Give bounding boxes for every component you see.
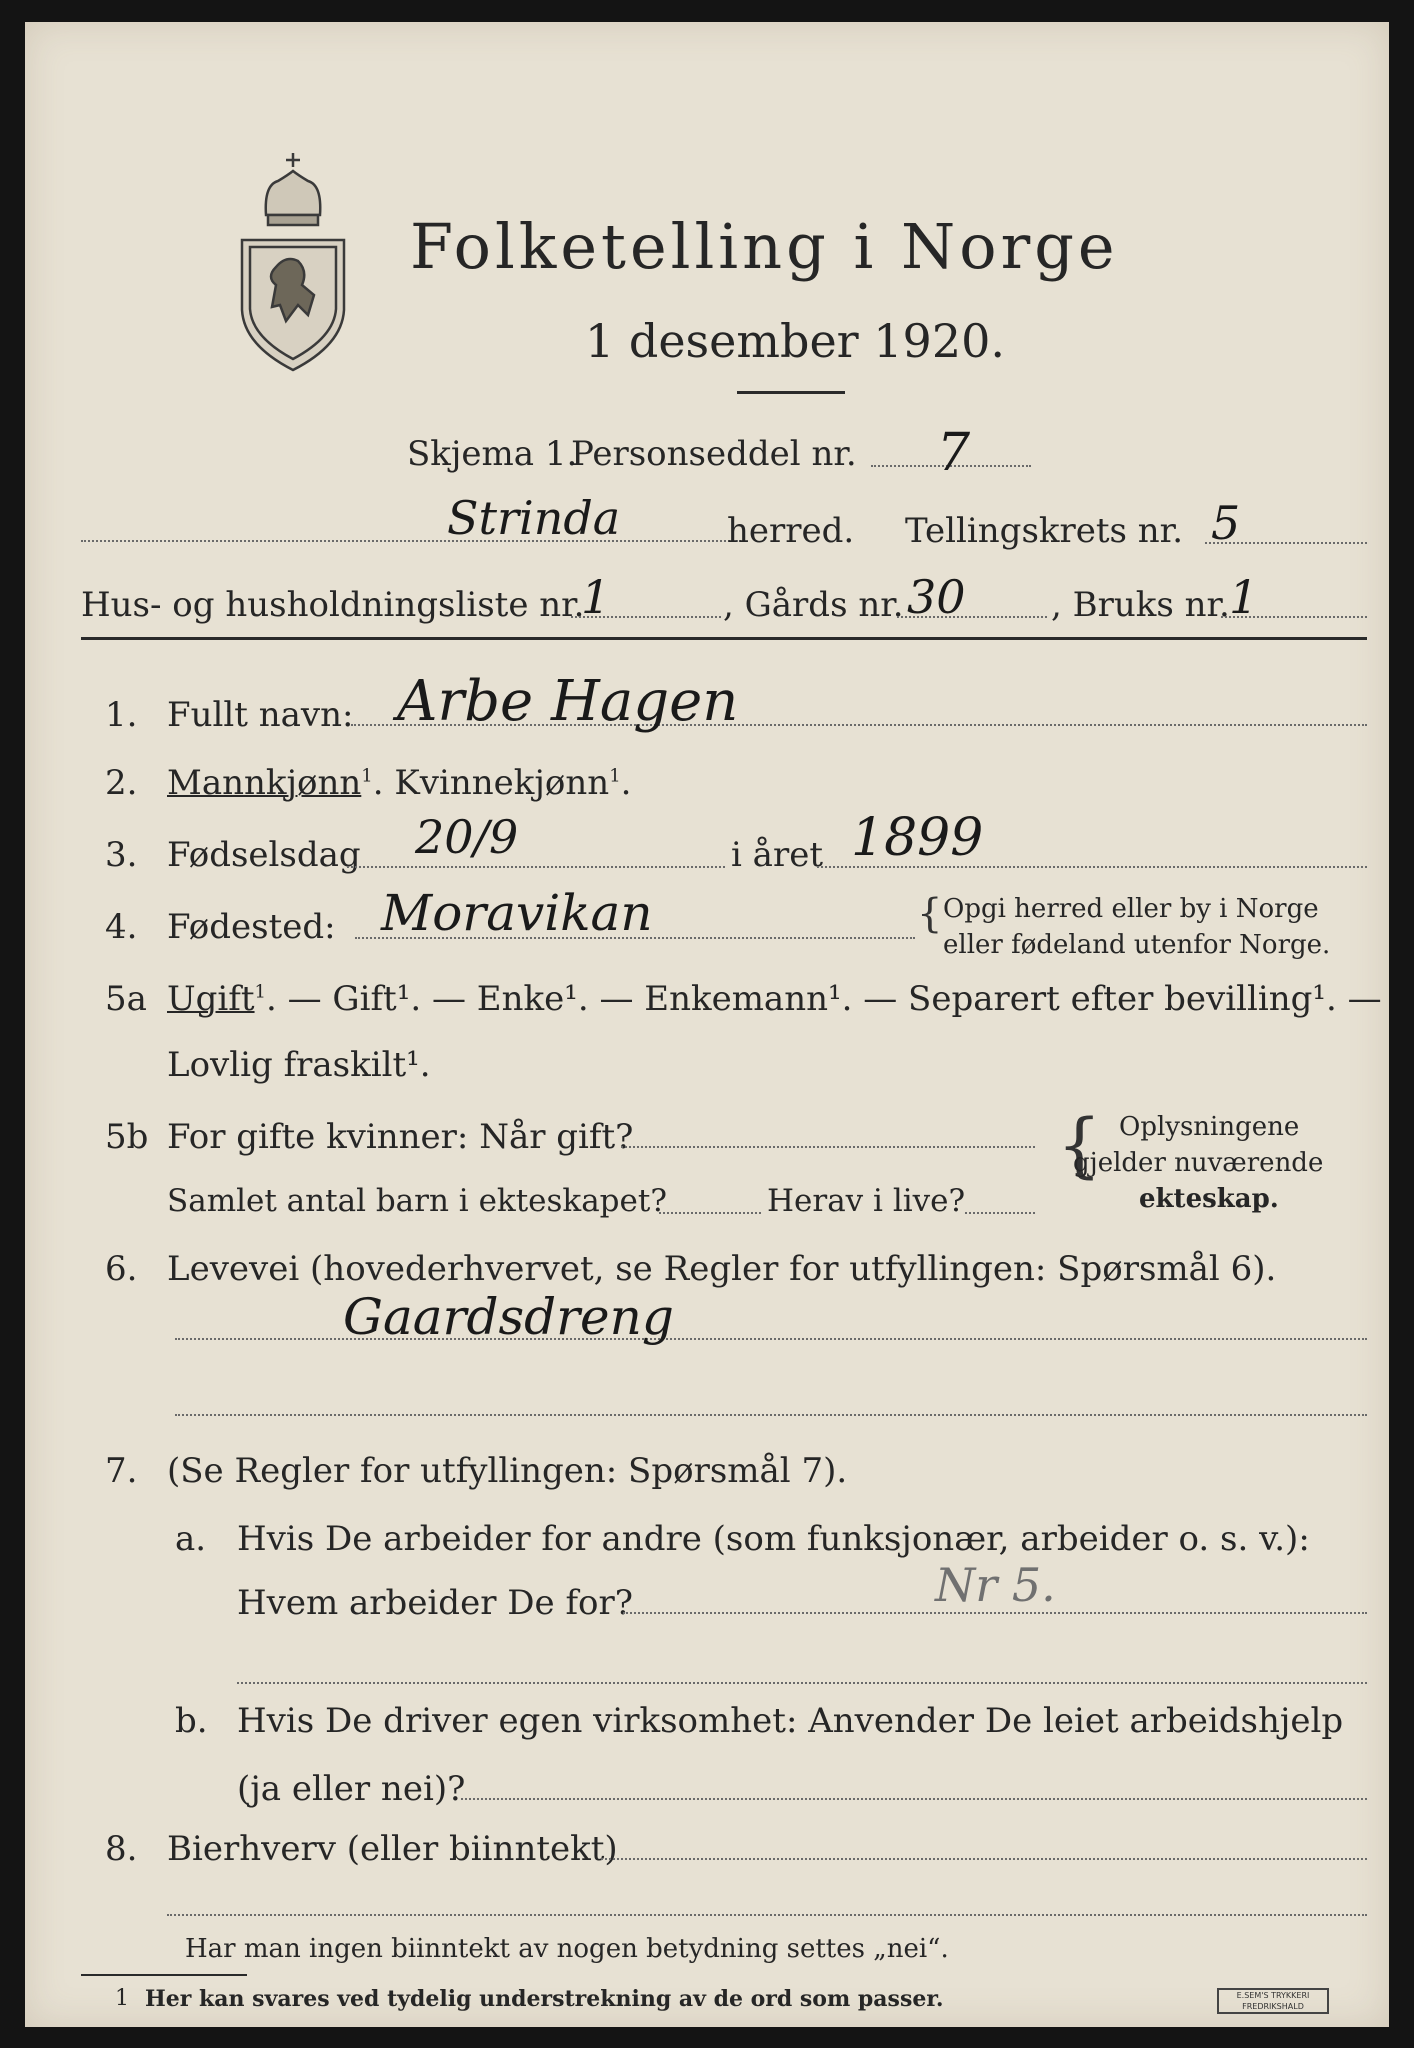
q5b-number: 5b — [105, 1117, 149, 1157]
q5b-note-brace: { — [1057, 1104, 1102, 1186]
q3-label: Fødselsdag — [167, 835, 361, 875]
q5b-note-line2: gjelder nuværende — [1073, 1148, 1324, 1178]
footnote-text: Her kan svares ved tydelig understrekning av de ord som passer. — [145, 1986, 944, 2012]
q5b-note-line3: ekteskap. — [1139, 1184, 1279, 1214]
q4-number: 4. — [105, 907, 138, 947]
q5b-children-line — [659, 1212, 761, 1214]
q5b-alive-line — [965, 1212, 1035, 1214]
footnote-rule — [81, 1974, 247, 1976]
q4-label: Fødested: — [167, 907, 336, 947]
tellingskrets-value: 5 — [1211, 496, 1241, 550]
q7b-letter: b. — [175, 1701, 208, 1741]
header-rule — [81, 637, 1367, 640]
q5b-line1: For gifte kvinner: Når gift? — [167, 1117, 634, 1157]
husholdning-label: Hus- og husholdningsliste nr. — [81, 585, 585, 625]
q5a-options-line2: Lovlig fraskilt¹. — [167, 1045, 431, 1085]
q5b-married-line — [621, 1146, 1035, 1148]
q8-label: Bierhverv (eller biinntekt) — [167, 1829, 618, 1869]
norway-coat-of-arms-icon — [228, 145, 358, 375]
q3-value: 20/9 — [415, 810, 519, 864]
q5a-number: 5a — [105, 979, 147, 1019]
q4-note-brace: { — [917, 891, 943, 937]
herred-label: herred. — [727, 511, 855, 551]
q7a-value: Nr 5. — [935, 1558, 1056, 1612]
bruks-label: , Bruks nr. — [1051, 585, 1230, 625]
q8-number: 8. — [105, 1829, 138, 1869]
q2-footnote-mark: 1 — [361, 765, 373, 787]
footnote-number: 1 — [115, 1986, 129, 2011]
printer-stamp — [1217, 1988, 1329, 2014]
skjema-label: Skjema 1. — [407, 434, 578, 474]
q7b-line1: Hvis De driver egen virksomhet: Anvender De leiet arbeidshjelp — [237, 1701, 1344, 1741]
q7a-line — [623, 1612, 1367, 1614]
q7a-line1: Hvis De arbeider for andre (som funksjonær, arbeider o. s. v.): — [237, 1519, 1310, 1559]
printer-stamp-line1: E.SEM'S TRYKKERI — [1236, 1991, 1310, 2000]
q3-number: 3. — [105, 835, 138, 875]
q7-label: (Se Regler for utfyllingen: Spørsmål 7). — [167, 1451, 848, 1491]
personseddel-label: Personseddel nr. — [571, 434, 857, 474]
q4-note-line1: Opgi herred eller by i Norge — [943, 894, 1319, 924]
q6-number: 6. — [105, 1249, 138, 1289]
gards-value: 30 — [907, 570, 966, 624]
q7a-line-2 — [237, 1682, 1367, 1684]
q1-label: Fullt navn: — [167, 695, 354, 735]
bruks-value: 1 — [1229, 570, 1259, 624]
footer-note: Har man ingen biinntekt av nogen betydning settes „nei“. — [185, 1934, 949, 1964]
q7a-line2: Hvem arbeider De for? — [237, 1583, 633, 1623]
q6-line-2 — [175, 1414, 1367, 1416]
q5b-children-label: Samlet antal barn i ekteskapet? — [167, 1183, 667, 1219]
q7b-line2: (ja eller nei)? — [237, 1769, 466, 1809]
q5b-alive-label: Herav i live? — [767, 1183, 966, 1219]
q5a-footnote-mark: 1 — [254, 981, 266, 1003]
printer-stamp-line2: FREDRIKSHALD — [1242, 2002, 1304, 2011]
q5b-note-line1: Oplysningene — [1119, 1112, 1300, 1142]
q5a-options-line1 — [167, 979, 1382, 1019]
q3-year-label: i året — [731, 835, 823, 875]
q2-period-2: . — [620, 763, 632, 803]
herred-value: Strinda — [447, 491, 621, 545]
q7-number: 7. — [105, 1451, 138, 1491]
q2-footnote-mark-2: 1 — [609, 765, 621, 787]
q2-options — [167, 763, 632, 803]
q2-number: 2. — [105, 763, 138, 803]
q4-value: Moravikan — [381, 884, 653, 942]
census-date: 1 desember 1920. — [585, 314, 1005, 368]
q2-period: . — [372, 763, 384, 803]
q1-value: Arbe Hagen — [397, 669, 739, 734]
personseddel-value: 7 — [937, 423, 971, 483]
q6-value: Gaardsdreng — [343, 1288, 674, 1346]
q3-year-value: 1899 — [851, 808, 984, 868]
q7b-line — [461, 1798, 1367, 1800]
q5a-ugift: Ugift — [167, 979, 255, 1019]
q3-line — [347, 866, 725, 868]
census-form-page — [25, 22, 1389, 2027]
husholdning-value: 1 — [581, 570, 611, 624]
q5a-options-rest: . — Gift¹. — Enke¹. — Enkemann¹. — Separert efter bevilling¹. — — [266, 979, 1382, 1019]
title-divider — [737, 391, 845, 394]
q8-line-2 — [167, 1914, 1367, 1916]
q4-note-line2: eller fødeland utenfor Norge. — [943, 930, 1331, 960]
form-title: Folketelling i Norge — [410, 210, 1119, 283]
q6-label: Levevei (hovederhvervet, se Regler for utfyllingen: Spørsmål 6). — [167, 1249, 1277, 1289]
q2-mannkjonn: Mannkjønn — [167, 763, 362, 803]
herred-line — [81, 540, 741, 542]
gards-label: , Gårds nr. — [723, 585, 904, 625]
q2-kvinnekjonn: Kvinnekjønn — [394, 763, 610, 803]
q7a-letter: a. — [175, 1519, 207, 1559]
q1-number: 1. — [105, 695, 138, 735]
q8-line — [601, 1858, 1367, 1860]
tellingskrets-label: Tellingskrets nr. — [905, 511, 1184, 551]
